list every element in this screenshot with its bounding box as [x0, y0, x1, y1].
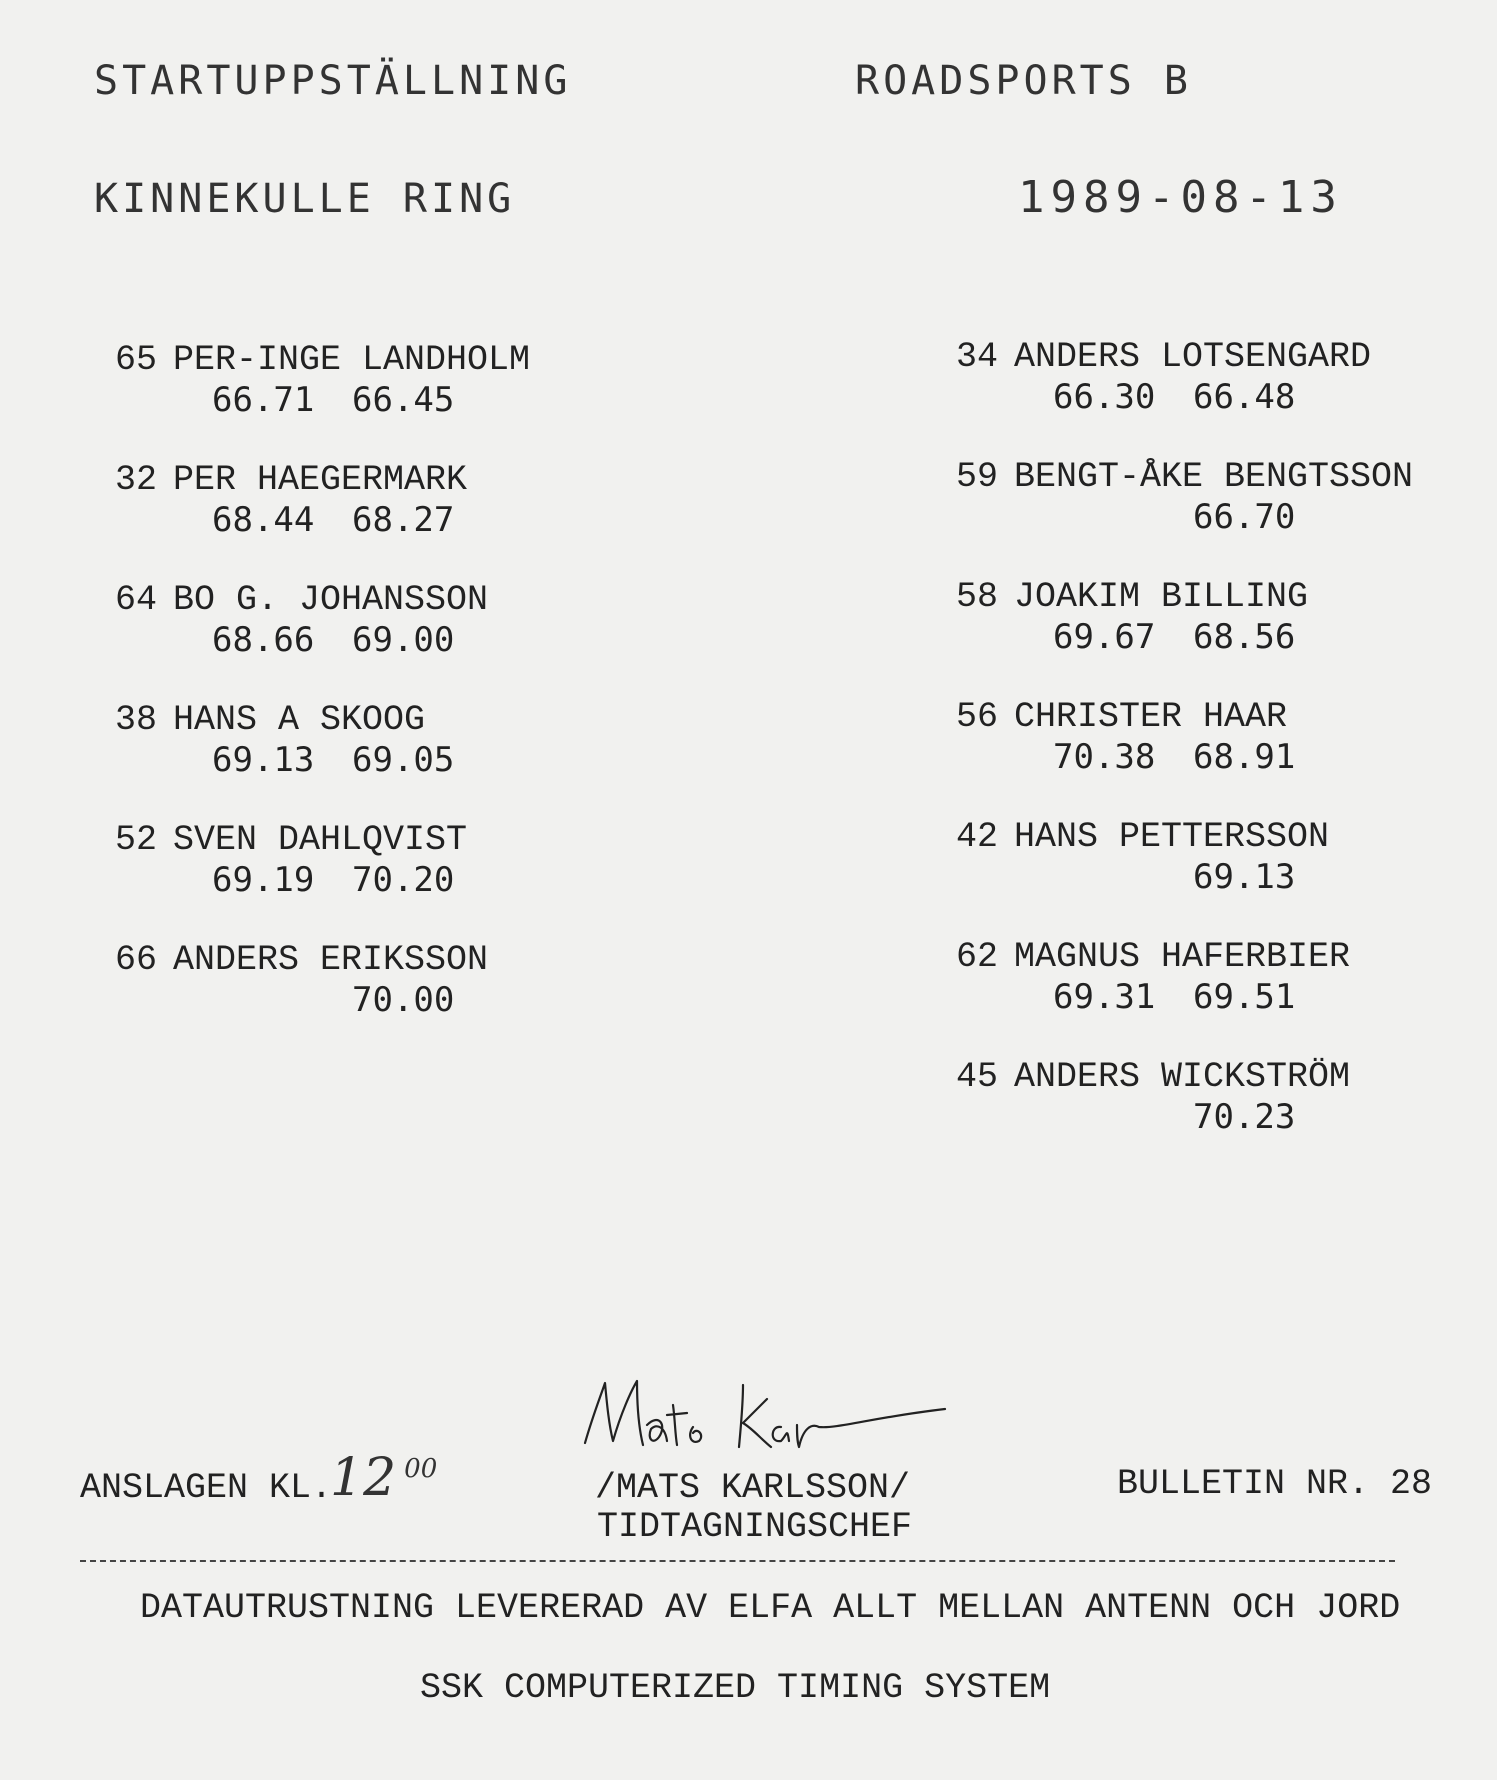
driver-entry	[115, 820, 635, 900]
driver-line	[956, 817, 1476, 857]
timing-chief-title: TIDTAGNINGSCHEF	[597, 1507, 913, 1547]
driver-name: HANS A SKOOG	[173, 700, 426, 740]
car-number: 56	[956, 697, 999, 737]
lap-time: 69.00	[352, 620, 455, 660]
driver-name: ANDERS ERIKSSON	[173, 940, 489, 980]
car-number: 62	[956, 937, 999, 977]
driver-name: BO G. JOHANSSON	[173, 580, 489, 620]
driver-entry	[115, 700, 635, 780]
lap-time: 69.19	[212, 860, 315, 900]
timing-chief-name: /MATS KARLSSON/	[595, 1468, 911, 1508]
driver-line	[115, 340, 635, 380]
driver-entry	[956, 457, 1476, 537]
driver-name: PER-INGE LANDHOLM	[173, 340, 531, 380]
bulletin-number: BULLETIN NR. 28	[1117, 1464, 1433, 1504]
driver-name: ANDERS LOTSENGARD	[1014, 337, 1372, 377]
car-number: 34	[956, 337, 999, 377]
lap-time: 69.67	[1053, 617, 1156, 657]
driver-line	[956, 937, 1476, 977]
lap-time: 69.51	[1193, 977, 1296, 1017]
posted-time-handwritten: 12 $^{00}$	[330, 1448, 438, 1508]
driver-entry	[956, 337, 1476, 417]
lap-time: 68.27	[352, 500, 455, 540]
lap-time: 68.91	[1193, 737, 1296, 777]
lap-time: 66.48	[1193, 377, 1296, 417]
lap-time: 69.13	[1193, 857, 1296, 897]
car-number: 64	[115, 580, 158, 620]
signature	[575, 1355, 955, 1465]
driver-line	[115, 460, 635, 500]
lap-time: 70.23	[1193, 1097, 1296, 1137]
driver-line	[956, 697, 1476, 737]
driver-entry	[115, 940, 635, 1020]
driver-line	[956, 1057, 1476, 1097]
driver-entry	[115, 460, 635, 540]
driver-line	[115, 700, 635, 740]
dashed-divider	[80, 1560, 1395, 1562]
driver-name: PER HAEGERMARK	[173, 460, 468, 500]
posted-label: ANSLAGEN KL.	[80, 1468, 333, 1508]
lap-time: 70.00	[352, 980, 455, 1020]
lap-time: 66.30	[1053, 377, 1156, 417]
car-number: 66	[115, 940, 158, 980]
document-title: STARTUPPSTÄLLNING	[94, 58, 572, 104]
lap-time: 66.71	[212, 380, 315, 420]
car-number: 58	[956, 577, 999, 617]
car-number: 42	[956, 817, 999, 857]
driver-name: JOAKIM BILLING	[1014, 577, 1309, 617]
driver-entry	[115, 580, 635, 660]
driver-entry	[115, 340, 635, 420]
lap-time: 66.70	[1193, 497, 1296, 537]
driver-entry	[956, 1057, 1476, 1137]
lap-time: 68.66	[212, 620, 315, 660]
driver-name: ANDERS WICKSTRÖM	[1014, 1057, 1351, 1097]
lap-time: 69.31	[1053, 977, 1156, 1017]
lap-time: 68.56	[1193, 617, 1296, 657]
driver-line	[115, 940, 635, 980]
car-number: 32	[115, 460, 158, 500]
lap-time: 70.38	[1053, 737, 1156, 777]
driver-name: HANS PETTERSSON	[1014, 817, 1330, 857]
car-number: 52	[115, 820, 158, 860]
timing-system-note: SSK COMPUTERIZED TIMING SYSTEM	[420, 1668, 1051, 1708]
car-number: 65	[115, 340, 158, 380]
driver-line	[956, 577, 1476, 617]
driver-name: BENGT-ÅKE BENGTSSON	[1014, 457, 1414, 497]
driver-name: CHRISTER HAAR	[1014, 697, 1288, 737]
car-number: 45	[956, 1057, 999, 1097]
lap-time: 69.05	[352, 740, 455, 780]
driver-line	[115, 820, 635, 860]
driver-name: MAGNUS HAFERBIER	[1014, 937, 1351, 977]
driver-line	[956, 337, 1476, 377]
supplier-note: DATAUTRUSTNING LEVERERAD AV ELFA ALLT MELLAN ANTENN OCH JORD	[140, 1588, 1401, 1628]
lap-time: 70.20	[352, 860, 455, 900]
driver-entry	[956, 697, 1476, 777]
venue-name: KINNEKULLE RING	[94, 176, 516, 222]
class-name: ROADSPORTS B	[855, 58, 1192, 104]
event-date: 1989-08-13	[1018, 172, 1343, 223]
driver-name: SVEN DAHLQVIST	[173, 820, 468, 860]
lap-time: 69.13	[212, 740, 315, 780]
driver-entry	[956, 937, 1476, 1017]
driver-entry	[956, 577, 1476, 657]
driver-line	[115, 580, 635, 620]
driver-entry	[956, 817, 1476, 897]
car-number: 38	[115, 700, 158, 740]
car-number: 59	[956, 457, 999, 497]
lap-time: 68.44	[212, 500, 315, 540]
driver-line	[956, 457, 1476, 497]
lap-time: 66.45	[352, 380, 455, 420]
